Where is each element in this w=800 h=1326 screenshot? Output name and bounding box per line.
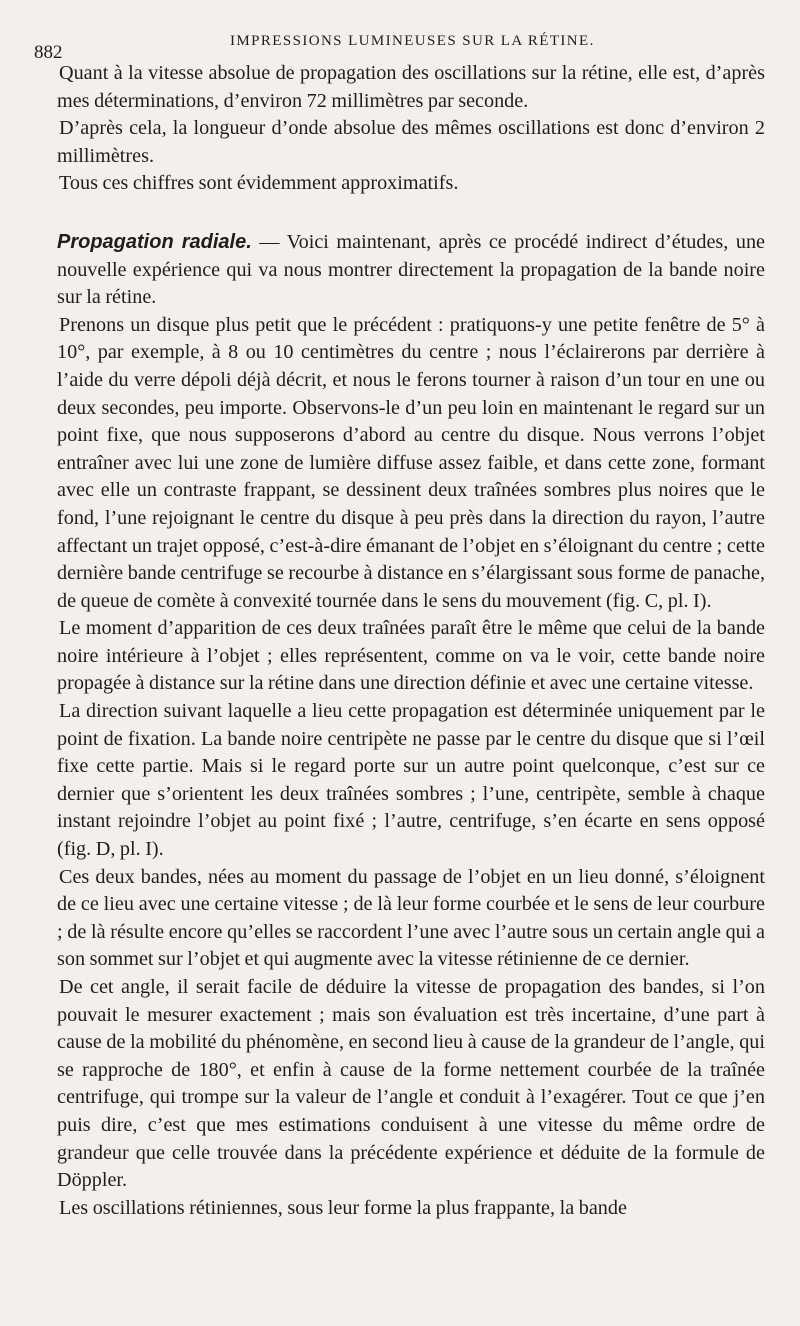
- section-paragraph: [57, 229, 765, 312]
- paragraph: De cet angle, il serait facile de déduire la vitesse de propagation des bandes, si l’on pouvait le mesurer exactement ; mais son évaluation est très incertaine, d’une part à cause de la mobilité du phénomène, en second lieu à cause de la grandeur de l’angle, qui se rapproche de 180°, et enfin à cause de la forme nettement courbée de la traînée centrifuge, qui trompe sur la valeur de l’angle et conduit à l’exagérer. Tout ce que j’en puis dire, c’est que mes estimations conduisent à une vitesse du même ordre de grandeur que celle trouvée dans la précédente expérience et déduite de la formule de Döppler.: [57, 976, 765, 1192]
- page-number: 882: [34, 42, 63, 63]
- section-title: Propagation radiale.: [57, 230, 252, 253]
- body-text: [57, 60, 765, 1222]
- section-intro: — Voici maintenant, après ce procédé indirect d’études, une nouvelle expérience qui va nous montrer directement la propagation de la bande noire sur la rétine.: [57, 230, 766, 309]
- paragraph: Ces deux bandes, nées au moment du passage de l’objet en un lieu donné, s’éloignent de ce lieu avec une certaine vitesse ; de là leur forme courbée et le sens de leur courbure ; de là résulte encore qu’elles se raccordent l’une avec l’autre sous un certain angle qui a son sommet sur l’objet et qui augmente avec la vitesse rétinienne de ce dernier.: [57, 865, 765, 971]
- page-header: [34, 28, 770, 63]
- running-title: IMPRESSIONS LUMINEUSES SUR LA RÉTINE.: [230, 33, 595, 49]
- paragraph: Prenons un disque plus petit que le précédent : pratiquons-y une petite fenêtre de 5° à 10°, par exemple, à 8 ou 10 centimètres du centre ; nous l’éclairerons par derrière à l’aide du verre dépoli déjà décrit, et nous le ferons tourner à raison d’un tour en une ou deux secondes, peu importe. Observons-le d’un peu loin en maintenant le regard sur un point fixe, que nous supposerons d’abord au centre du disque. Nous verrons l’objet entraîner avec lui une zone de lumière diffuse assez faible, et dans cette zone, formant avec elle un contraste frappant, se dessinent deux traînées sombres plus noires que le fond, l’une rejoignant le centre du disque à peu près dans la direction du rayon, l’autre affectant un trajet opposé, c’est-à-dire émanant de l’objet en s’éloignant du centre ; cette dernière bande centrifuge se recourbe à distance en s’élargissant sous forme de panache, de queue de comète à convexité tournée dans le sens du mouvement (fig. C, pl. I).: [57, 313, 765, 612]
- paragraph: La direction suivant laquelle a lieu cette propagation est déterminée uniquement par le point de fixation. La bande noire centripète ne passe par le centre du disque que si l’œil fixe cette partie. Mais si le regard porte sur un autre point quelconque, c’est sur ce dernier que s’orientent les deux traînées sombres ; l’une, centripète, semble à chaque instant rejoindre l’objet au point fixé ; l’autre, centrifuge, s’en écarte en sens opposé (fig. D, pl. I).: [57, 700, 765, 861]
- paragraph: D’après cela, la longueur d’onde absolue des mêmes oscillations est donc d’environ 2 millimètres.: [57, 117, 765, 167]
- paragraph: Les oscillations rétiniennes, sous leur forme la plus frappante, la bande: [59, 1196, 627, 1219]
- paragraph: Le moment d’apparition de ces deux traînées paraît être le même que celui de la bande noire intérieure à l’objet ; elles représentent, comme on va le voir, cette bande noire propagée à distance sur la rétine dans une direction définie et avec une certaine vitesse.: [57, 617, 765, 695]
- paragraph: Tous ces chiffres sont évidemment approximatifs.: [59, 172, 459, 195]
- paragraph: Quant à la vitesse absolue de propagation des oscillations sur la rétine, elle est, d’après mes déterminations, d’environ 72 millimètres par seconde.: [57, 62, 765, 112]
